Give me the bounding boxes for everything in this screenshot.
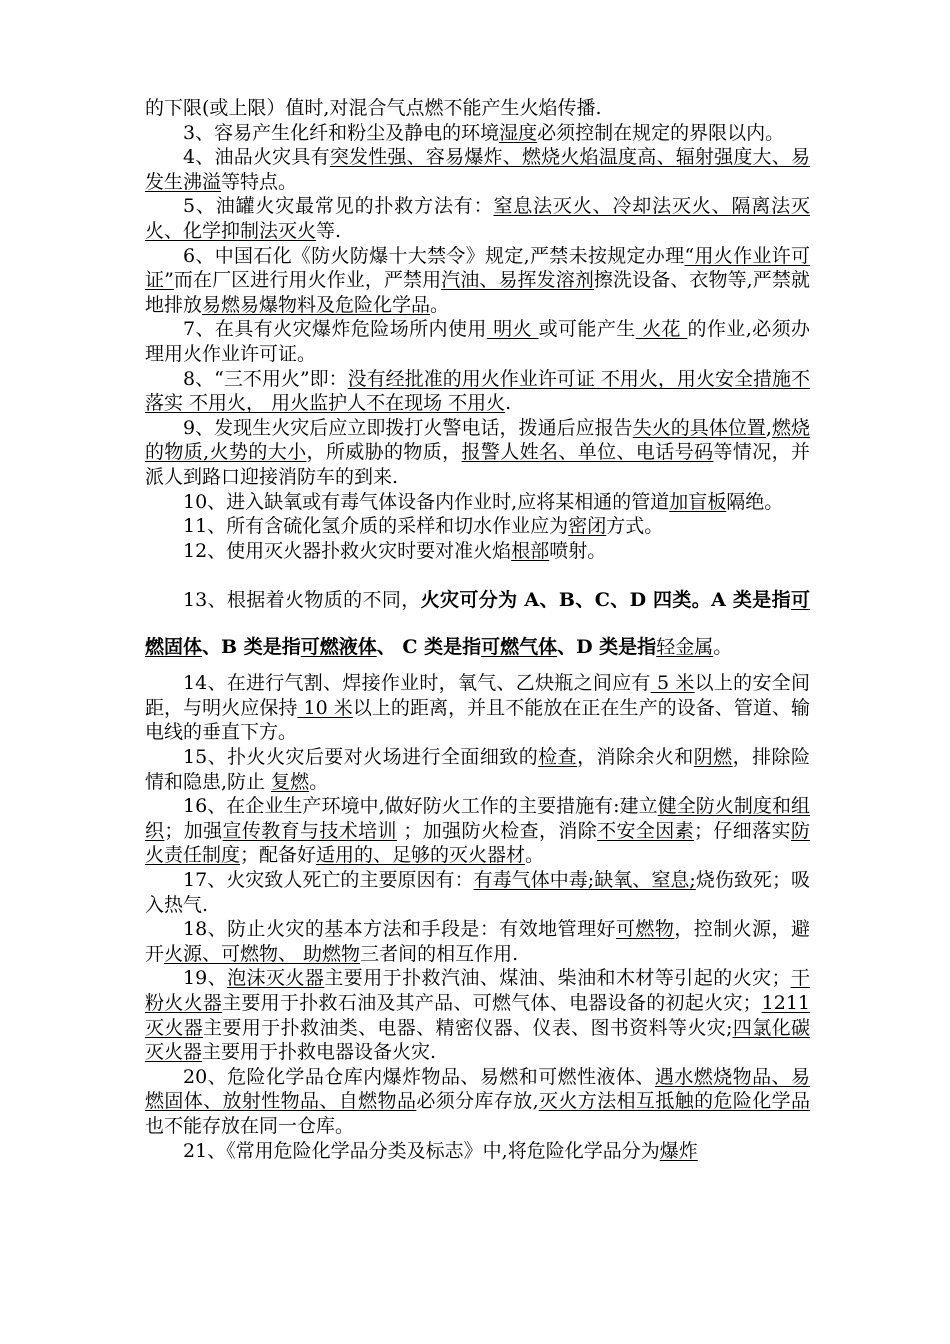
- text-run: 以上的距离，并且不能放在正在生产的设备、管道、输电线的垂直下方。: [145, 696, 810, 744]
- bold-text: 、B 类是指: [202, 636, 301, 659]
- text-run: 。: [309, 770, 329, 793]
- text-run: 必须控制在规定的界限以内。: [537, 121, 785, 144]
- text-run: 隔绝。: [726, 490, 784, 513]
- answer-blank: 窒息法灭火、冷却法灭火、隔离法灭火、化学抑制法灭火: [145, 195, 810, 242]
- answer-blank: 失火的具体位置: [632, 416, 766, 439]
- text-run: 主要用于扑救油类、电器、精密仪器、仪表、图书资料等火灾;: [203, 1016, 733, 1039]
- text-run: 13、根据着火物质的不同，: [183, 589, 421, 612]
- text-run: 20、危险化学品仓库内爆炸物品、易燃和可燃性液体、: [183, 1065, 655, 1088]
- answer-blank: 防火责任制度: [145, 819, 810, 867]
- answer-blank: 爆炸: [659, 1139, 698, 1162]
- text-run: ；配备好: [240, 844, 317, 867]
- text-run: 必须分库存放,: [416, 1090, 539, 1113]
- text-run: 以上的安全间距，与明火应保持: [145, 672, 810, 719]
- item-15: [145, 745, 810, 794]
- answer-blank: 密闭: [568, 515, 607, 538]
- text-run: 。: [430, 293, 450, 316]
- item-18: [145, 917, 810, 966]
- text-run: 主要用于扑救石油及其产品、可燃气体、电器设备的初起火灾；: [222, 992, 762, 1014]
- text-run: ,: [765, 416, 772, 439]
- text-run: ；仔细落实: [694, 819, 791, 842]
- text-run: 3、容易产生化纤和粉尘及静电的环境: [183, 121, 500, 144]
- answer-blank: 检查: [538, 746, 578, 769]
- text-run: 21、《常用危险化学品分类及标志》中,将危险化学品分为: [183, 1139, 660, 1162]
- answer-blank: 可燃物: [615, 918, 675, 941]
- bold-text: 火灾可分为 A、B、C、D 四类。A 类是指: [420, 589, 791, 612]
- text-run: 18、防止火灾的基本方法和手段是：有效地管理好: [183, 918, 616, 941]
- item-20: [145, 1065, 810, 1139]
- answer-blank: 突发性强、容易爆炸、燃烧火焰温度高、辐射强度大、易发生沸溢: [145, 146, 810, 193]
- text-run: 7、在具有火灾爆炸危险场所内使用: [183, 318, 487, 341]
- answer-blank: 复燃: [271, 770, 310, 793]
- answer-blank: 有毒气体中毒;缺氧、窒息;: [473, 869, 696, 892]
- text-run: 的作业,必须办理用火作业许可证。: [145, 318, 810, 365]
- text-run: 等特点。: [221, 170, 298, 193]
- answer-blank: 5 米: [650, 672, 695, 695]
- answer-blank: 四氯化碳灭火器: [145, 1016, 810, 1064]
- text-run: 。: [525, 844, 545, 867]
- item-11: [145, 514, 810, 539]
- text-run: 擦洗设备、衣物等,严禁就地排放: [145, 269, 810, 316]
- item-14: [145, 671, 810, 745]
- text-run: 14、在进行气割、焊接作业时，氧气、乙炔瓶之间应有: [183, 672, 651, 695]
- item-12: [145, 539, 810, 564]
- text-run: 10、进入缺氧或有毒气体设备内作业时,应将某相通的管道: [183, 490, 670, 513]
- text-run: ，消除余火和: [577, 746, 694, 769]
- answer-blank: 火花: [635, 318, 688, 341]
- answer-blank: 易燃易爆物料及危险化学品: [202, 293, 431, 316]
- answer-blank: 可燃气体: [481, 636, 558, 659]
- text-run: 或可能产生: [538, 318, 636, 341]
- answer-blank: 健全防火制度和组织: [145, 795, 810, 842]
- text-run: 烧伤致死；吸入热气.: [145, 869, 810, 916]
- answer-blank: 泡沫灭火器: [227, 967, 325, 990]
- text-run: 15、扑火火灾后要对火场进行全面细致的: [183, 746, 539, 769]
- answer-blank: 燃烧的物质,火势的大小: [145, 416, 810, 464]
- item-7: [145, 317, 810, 366]
- item-10: [145, 490, 810, 515]
- answer-blank: 加盲板: [669, 490, 727, 513]
- answer-blank: 根部: [511, 539, 550, 562]
- text-run: 方式。: [606, 515, 664, 538]
- answer-blank: 明火: [486, 318, 539, 341]
- answer-blank: 可燃固体: [145, 589, 810, 659]
- text-run: 等.: [316, 219, 342, 242]
- text-run: ，控制火源，避开: [145, 918, 810, 965]
- text-run: 9、发现生火灾后应立即拨打火警电话，拨通后应报告: [183, 416, 633, 439]
- answer-blank: 轻金属: [656, 636, 714, 659]
- text-run: .: [505, 392, 512, 415]
- answer-blank: 不安全因素: [597, 819, 695, 842]
- bold-text: 、D 类是指: [557, 636, 657, 659]
- text-run: 4、油品火灾具有: [183, 146, 330, 169]
- item-17: [145, 868, 810, 917]
- item-21: [145, 1139, 810, 1164]
- answer-blank: 灭火方法相互抵触的危险化学品: [538, 1090, 810, 1113]
- answer-blank: 适用的、足够的灭火器材: [316, 844, 526, 867]
- bold-text: 、 C 类是指: [376, 636, 482, 659]
- text-run: 而在厂区进行用火作业，严禁用: [173, 269, 442, 292]
- text-run: 喷射。: [549, 539, 607, 562]
- text-run: 主要用于扑救电器设备火灾.: [202, 1041, 437, 1064]
- text-run: ，排除险情和隐患,防止: [145, 746, 810, 793]
- answer-blank: 湿度: [499, 121, 538, 144]
- text-run: 11、所有含硫化氢介质的采样和切水作业应为: [183, 515, 569, 538]
- text-run: 。: [713, 636, 733, 659]
- item-19: [145, 966, 810, 1064]
- text-run: 6、中国石化《防火防爆十大禁令》规定,严禁未按规定办理: [183, 244, 685, 267]
- text-run: 12、使用灭火器扑救火灾时要对准火焰: [183, 539, 512, 562]
- item-6: [145, 244, 810, 318]
- item-8: [145, 367, 810, 416]
- answer-blank: 遇水燃烧物品、易燃固体、放射性物品、自燃物品: [145, 1065, 810, 1113]
- item-13: [145, 577, 810, 671]
- answer-blank: 可燃液体: [300, 636, 377, 659]
- text-run: 的下限(或上限）值时,对混合气点燃不能产生火焰传播.: [145, 97, 602, 119]
- answer-blank: 火源、可燃物、 助燃物: [164, 942, 361, 965]
- item-9: [145, 416, 810, 490]
- answer-blank: 干粉火火器: [145, 967, 810, 1014]
- text-run: 5、油罐火灾最常见的扑救方法有：: [183, 195, 494, 218]
- answer-blank: 宣传教育与技术培训: [222, 819, 397, 842]
- text-run: 17、火灾致人死亡的主要原因有：: [183, 869, 474, 892]
- text-run: 主要用于扑救汽油、煤油、柴油和木材等引起的火灾；: [324, 967, 791, 990]
- answer-blank: 报警人姓名、单位、电话号码: [461, 441, 714, 464]
- answer-blank: “用火作业许可证”: [145, 244, 810, 292]
- answer-blank: 1211 灭火器: [145, 992, 810, 1039]
- paragraph-continued: [145, 96, 810, 121]
- text-run: ；加强: [164, 819, 223, 842]
- text-run: 等情况，并派人到路口迎接消防车的到来.: [145, 441, 810, 488]
- item-5: [145, 194, 810, 243]
- item-3: [145, 121, 810, 146]
- item-16: [145, 794, 810, 868]
- text-run: 8、“三不用火”即：: [183, 367, 348, 390]
- text-run: 三者间的相互作用.: [360, 942, 519, 965]
- answer-blank: 10 米: [297, 696, 353, 719]
- answer-blank: 没有经批准的用火作业许可证 不用火，用火安全措施不落实 不用火， 用火监护人不在现场 不用火: [145, 367, 811, 415]
- text-run: ；加强防火检查，消除: [396, 819, 598, 842]
- item-4: [145, 145, 810, 194]
- text-run: 也不能存放在同一仓库。: [145, 1114, 355, 1137]
- text-run: 16、在企业生产环境中,做好防火工作的主要措施有:建立: [183, 795, 658, 818]
- text-run: 19、: [183, 967, 228, 990]
- answer-blank: 阴燃: [693, 746, 733, 769]
- text-run: ，所威胁的物质，: [306, 441, 462, 464]
- answer-blank: 汽油、易挥发溶剂: [441, 269, 594, 292]
